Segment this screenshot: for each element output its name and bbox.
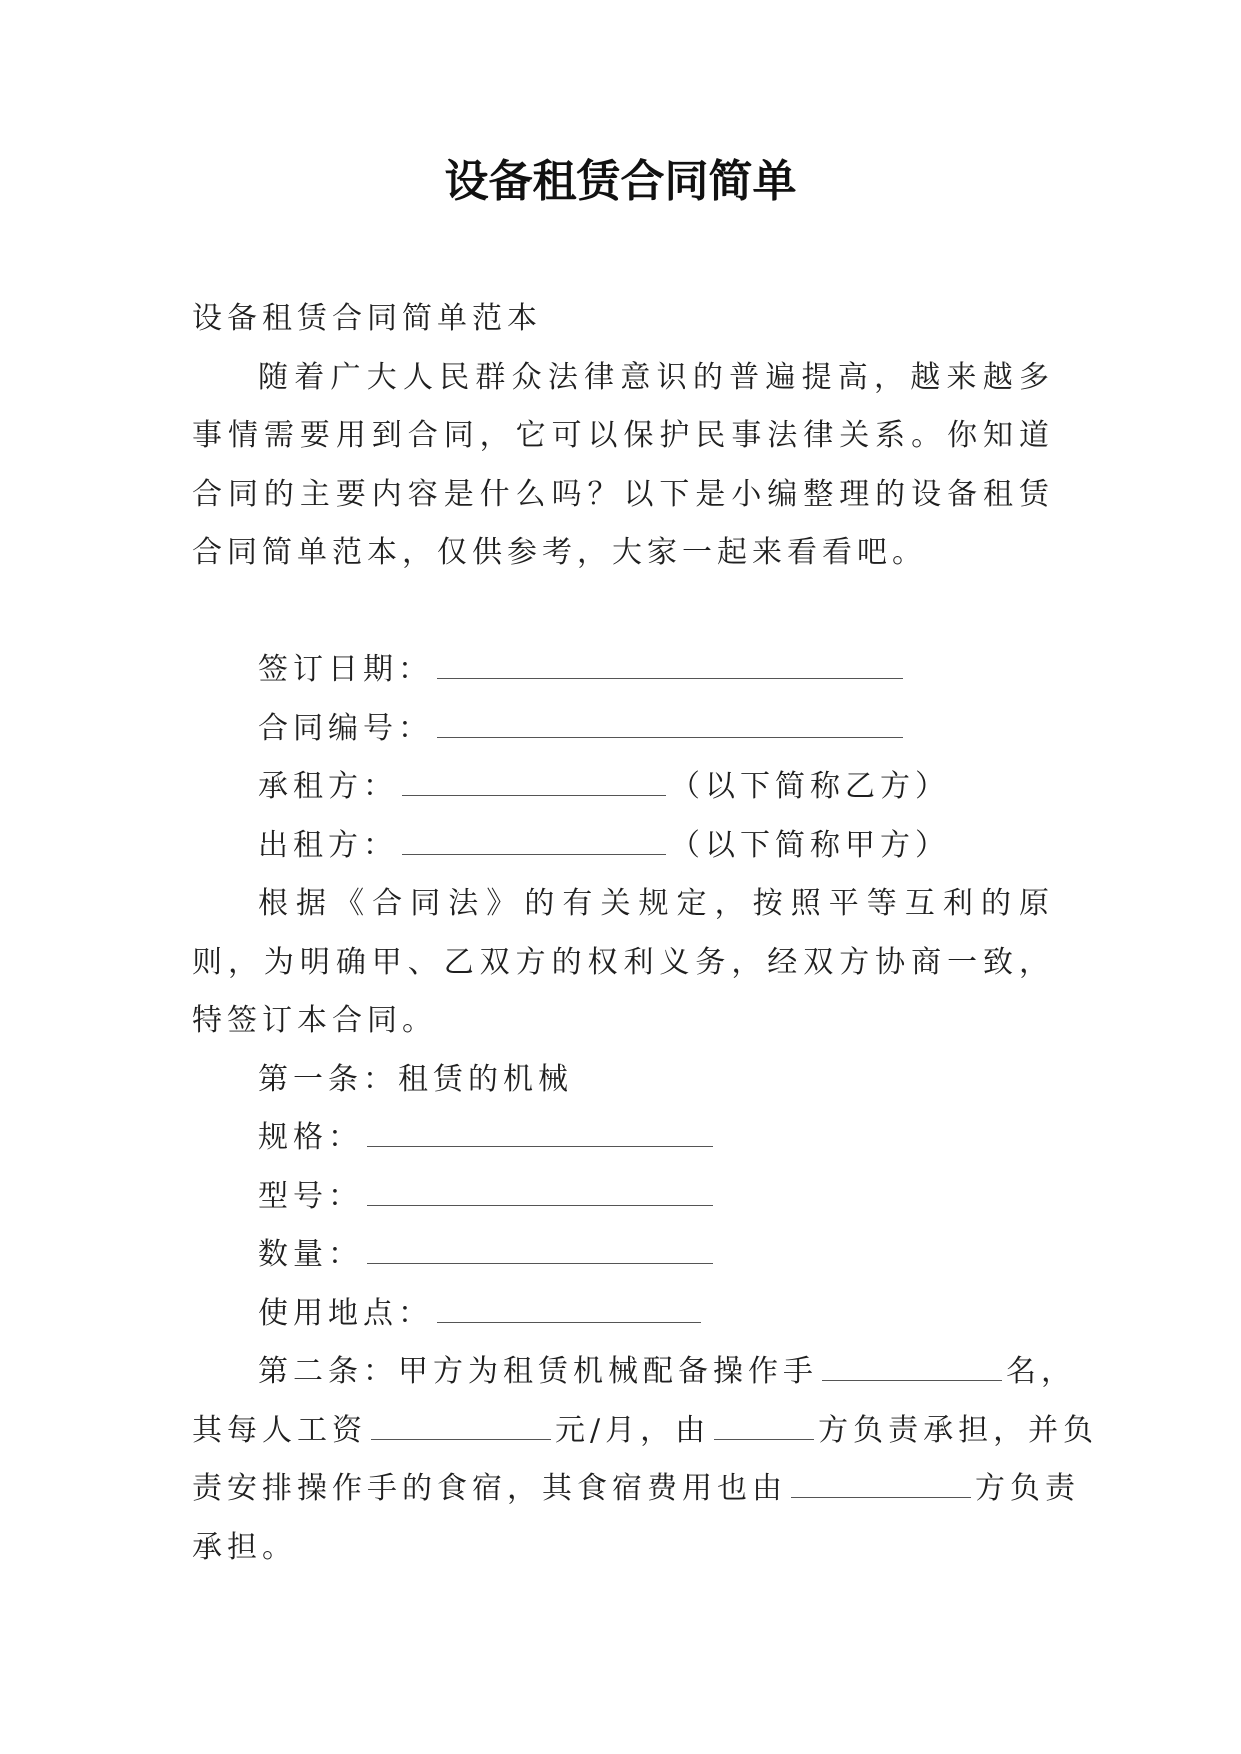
lessee-blank[interactable] bbox=[402, 765, 666, 796]
intro-paragraph: 随着广大人民群众法律意识的普遍提高，越来越多事情需要用到合同，它可以保护民事法律关系。你知道合同的主要内容是什么吗？以下是小编整理的设备租赁合同简单范本，仅供参考，大家一起来看看吧。 bbox=[192, 359, 1054, 570]
article2-text-3: 其每人工资 bbox=[192, 1412, 367, 1448]
spec-label: 规格： bbox=[258, 1120, 363, 1155]
sign-date-row bbox=[192, 641, 1054, 700]
article2-text-4: 元/月，由 bbox=[555, 1412, 711, 1448]
spacer bbox=[192, 583, 1054, 642]
lessee-row bbox=[192, 758, 1054, 817]
lessor-label: 出租方： bbox=[258, 827, 398, 863]
sign-date-blank[interactable] bbox=[437, 648, 903, 679]
sign-date-label: 签订日期： bbox=[258, 652, 433, 687]
article2-text-1: 第二条：甲方为租赁机械配备操作手 bbox=[258, 1354, 818, 1389]
operator-count-blank[interactable] bbox=[822, 1350, 1002, 1381]
article2-line4: 承担。 bbox=[192, 1529, 297, 1565]
article2-line3 bbox=[192, 1460, 1080, 1519]
lessee-label: 承租方： bbox=[258, 769, 398, 804]
model-row bbox=[192, 1168, 1054, 1227]
contract-no-row bbox=[192, 700, 1054, 759]
model-blank[interactable] bbox=[367, 1175, 713, 1206]
quantity-row bbox=[192, 1226, 1054, 1285]
quantity-label: 数量： bbox=[258, 1237, 363, 1272]
lessor-note: （以下简称甲方） bbox=[670, 827, 950, 863]
quantity-blank[interactable] bbox=[367, 1233, 713, 1264]
article2-text-2: 名， bbox=[1006, 1354, 1076, 1389]
article2-line1 bbox=[192, 1343, 1076, 1402]
wage-blank[interactable] bbox=[371, 1409, 551, 1440]
article2-line2 bbox=[192, 1402, 1099, 1461]
location-row bbox=[192, 1285, 1054, 1344]
lessor-row bbox=[192, 817, 1054, 876]
contract-no-blank[interactable] bbox=[437, 707, 903, 738]
article2-text-5: 方负责承担，并负 bbox=[818, 1412, 1099, 1448]
contract-no-label: 合同编号： bbox=[258, 710, 433, 746]
lodging-party-blank[interactable] bbox=[791, 1467, 971, 1498]
lessor-blank[interactable] bbox=[402, 824, 666, 855]
spec-row bbox=[192, 1109, 1054, 1168]
article2-text-6: 责安排操作手的食宿，其食宿费用也由 bbox=[192, 1471, 787, 1506]
basis-paragraph: 根据《合同法》的有关规定，按照平等互利的原则，为明确甲、乙双方的权利义务，经双方协商一致，特签订本合同。 bbox=[192, 886, 1054, 1038]
location-blank[interactable] bbox=[437, 1292, 701, 1323]
document-title: 设备租赁合同简单 bbox=[444, 156, 797, 207]
subtitle: 设备租赁合同简单范本 bbox=[192, 301, 542, 336]
article1-heading: 第一条：租赁的机械 bbox=[258, 1061, 573, 1097]
wage-party-blank[interactable] bbox=[714, 1409, 814, 1440]
model-label: 型号： bbox=[258, 1178, 363, 1214]
lessee-note: （以下简称乙方） bbox=[670, 769, 950, 804]
article2-text-7: 方负责 bbox=[975, 1471, 1080, 1506]
spec-blank[interactable] bbox=[367, 1116, 713, 1147]
location-label: 使用地点： bbox=[258, 1295, 433, 1331]
document-body bbox=[192, 290, 1099, 1577]
